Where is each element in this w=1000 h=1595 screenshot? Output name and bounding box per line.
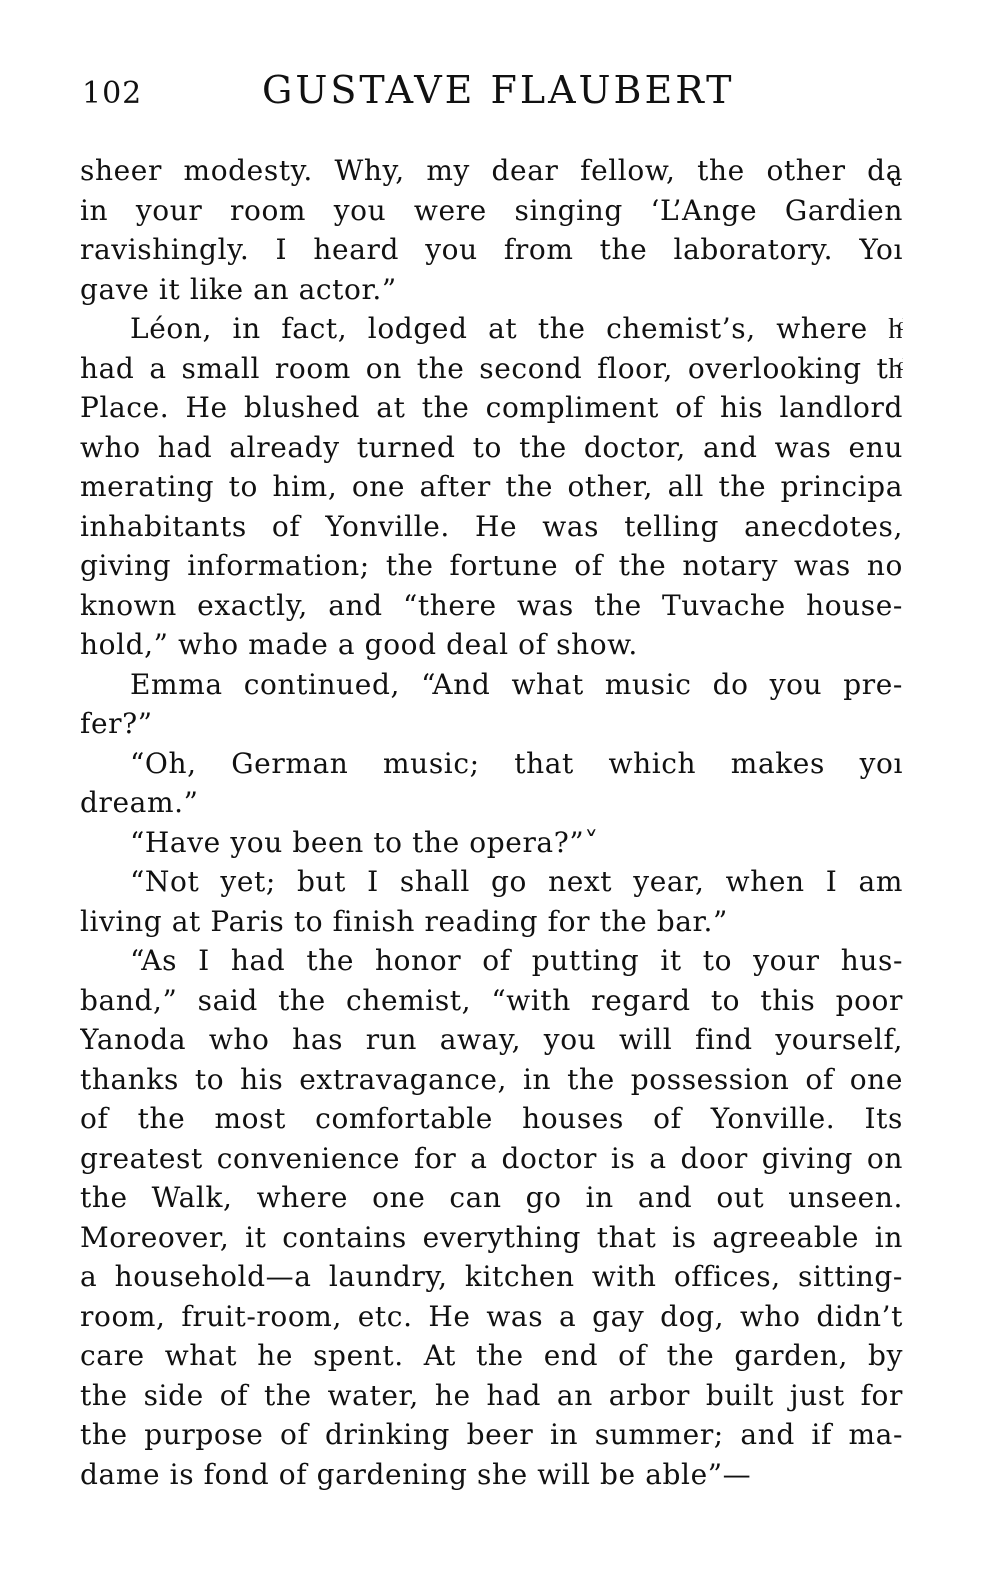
text-line: gave it like an actor.” — [80, 272, 397, 306]
text-line: ravishingly. I heard you from the laboratory. Yoı — [80, 233, 903, 266]
text-line: dame is fond of gardening she will be able”— — [80, 1457, 752, 1491]
text-line: Moreover, it contains everything that is agreeable in — [80, 1220, 903, 1254]
text-line: “Not yet; but I shall go next year, when I am — [130, 865, 903, 898]
text-line: known exactly, and “there was the Tuvache house- — [80, 588, 903, 622]
text-line: greatest convenience for a doctor is a door giving on — [80, 1141, 903, 1175]
text-line: “Oh, German music; that which makes yoı — [130, 746, 903, 780]
text-line: of the most comfortable houses of Yonville. Its — [80, 1102, 903, 1135]
text-line: the purpose of drinking beer in summer; and if ma- — [80, 1418, 903, 1451]
page-header — [82, 66, 912, 122]
text-line: who had already turned to the doctor, and was enu — [80, 430, 903, 464]
text-line: living at Paris to finish reading for the bar.” — [80, 904, 728, 938]
text-line: room, fruit-room, etc. He was a gay dog, who didn’t — [80, 1299, 903, 1333]
text-line: giving information; the fortune of the notary was no — [80, 549, 903, 582]
text-line: the Walk, where one can go in and out unseen. — [80, 1181, 903, 1214]
text-line: the side of the water, he had an arbor built just for — [80, 1378, 903, 1412]
text-line: band,” said the chemist, “with regard to this poor — [80, 983, 903, 1017]
running-title: GUSTAVE FLAUBERT — [262, 68, 735, 112]
text-line: fer?” — [80, 707, 153, 740]
text-line: Léon, in fact, lodged at the chemist’s, where hͩ — [130, 312, 903, 345]
page-number: 102 — [82, 76, 143, 111]
text-line: sheer modesty. Why, my dear fellow, the other da̢ — [80, 154, 903, 187]
text-line: inhabitants of Yonville. He was telling anecdotes, — [80, 509, 903, 543]
text-line: Emma continued, “And what music do you pre- — [130, 667, 903, 701]
body-text — [80, 151, 903, 1494]
text-line: merating to him, one after the other, all the principa — [80, 470, 903, 503]
text-line: “As I had the honor of putting it to your hus- — [130, 944, 903, 977]
text-line: in your room you were singing ‘L’Ange Gardien — [80, 193, 903, 227]
text-line: care what he spent. At the end of the garden, by — [80, 1339, 903, 1372]
text-line: hold,” who made a good deal of show. — [80, 628, 638, 661]
text-line: a household—a laundry, kitchen with offices, sitting- — [80, 1260, 903, 1293]
text-line: had a small room on the second floor, overlooking thͩ — [80, 351, 903, 385]
text-line: Place. He blushed at the compliment of his landlord — [80, 391, 903, 424]
text-line: “Have you been to the opera?”˅ — [130, 825, 599, 859]
text-line: Yanoda who has run away, you will find yourself, — [80, 1023, 903, 1056]
text-line: thanks to his extravagance, in the possession of one — [80, 1062, 903, 1096]
text-line: dream.” — [80, 786, 199, 819]
